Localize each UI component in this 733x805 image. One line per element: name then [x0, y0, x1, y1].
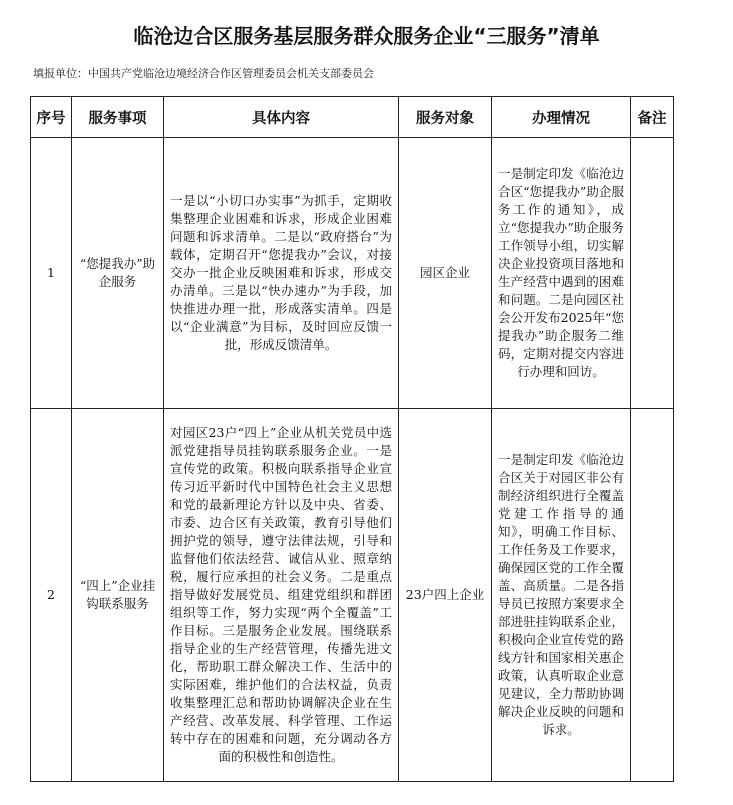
table-header-row — [31, 97, 674, 138]
row-remark — [631, 138, 674, 409]
row-item-text: “您提我办”助企服务 — [79, 256, 156, 289]
row-target: 园区企业 — [399, 138, 492, 409]
row-status-text: 一是制定印发《临沧边合区“您提我办”助企服务工作的通知》，成立“您提我办”助企服务工作领导小组，切实解决企业投资项目落地和生产经营中遇到的困难和问题。二是向园区社会公开发布2025年“您提我办”助企服务二维码，定期对提交内容进行办理和回访。 — [498, 166, 624, 379]
table-row — [31, 138, 674, 409]
header-index: 序号 — [31, 97, 72, 138]
row-index: 2 — [31, 409, 72, 782]
header-status: 办理情况 — [492, 97, 631, 138]
row-status — [492, 138, 631, 409]
row-content — [164, 138, 399, 409]
header-remark: 备注 — [631, 97, 674, 138]
row-remark — [631, 409, 674, 782]
service-list-table — [30, 96, 674, 782]
row-content-text: 一是以“小切口办实事”为抓手，定期收集整理企业困难和诉求，形成企业困难问题和诉求清单。二是以“政府搭台”为载体，定期召开“您提我办”会议，对接交办一批企业反映困难和诉求，形成交办清单。三是以“快办速办”为手段，加快推进办理一批，形成落实清单。四是以“企业满意”为目标，及时回应反馈一批，形成反馈清单。 — [170, 193, 392, 352]
row-item — [72, 138, 164, 409]
row-status — [492, 409, 631, 782]
header-target: 服务对象 — [399, 97, 492, 138]
row-index: 1 — [31, 138, 72, 409]
header-item: 服务事项 — [72, 97, 164, 138]
row-item — [72, 409, 164, 782]
row-status-text: 一是制定印发《临沧边合区关于对园区非公有制经济组织进行全覆盖党建工作指导的通知》，明确工作目标、工作任务及工作要求，确保园区党的工作全覆盖、高质量。二是各指导员已按照方案要求全部进驻挂钩联系企业，积极向企业宣传党的路线方针和国家相关惠企政策，认真听取企业意见建议，全力帮助协调解决企业反映的问题和诉求。 — [498, 452, 624, 737]
filler-unit: 填报单位：中国共产党临沧边境经济合作区管理委员会机关支部委员会 — [33, 67, 374, 80]
row-target: 23户四上企业 — [399, 409, 492, 782]
page-title: 临沧边合区服务基层服务群众服务企业“三服务”清单 — [133, 24, 600, 48]
row-content — [164, 409, 399, 782]
row-item-text: “四上”企业挂钩联系服务 — [79, 578, 156, 611]
table-row — [31, 409, 674, 782]
row-content-text: 对园区23户“四上”企业从机关党员中选派党建指导员挂钩联系服务企业。一是宣传党的政策。积极向联系指导企业宣传习近平新时代中国特色社会主义思想和党的最新理论方针以及中央、省委、市委、边合区有关政策，教育引导他们拥护党的领导，遵守法律法规，引导和监督他们依法经营、诚信从业、照章纳税，履行应承担的社会义务。二是重点指导做好发展党员、组建党组织和群团组织等工作，努力实现“两个全覆盖”工作目标。三是服务企业发展。围绕联系指导企业的生产经营管理，传播先进文化，帮助职工群众解决工作、生活中的实际困难，维护他们的合法权益，负责收集整理汇总和帮助协调解决企业在生产经营、改革发展、科学管理、工作运转中存在的困难和问题，充分调动各方面的积极性和创造性。 — [170, 425, 392, 764]
header-content: 具体内容 — [164, 97, 399, 138]
